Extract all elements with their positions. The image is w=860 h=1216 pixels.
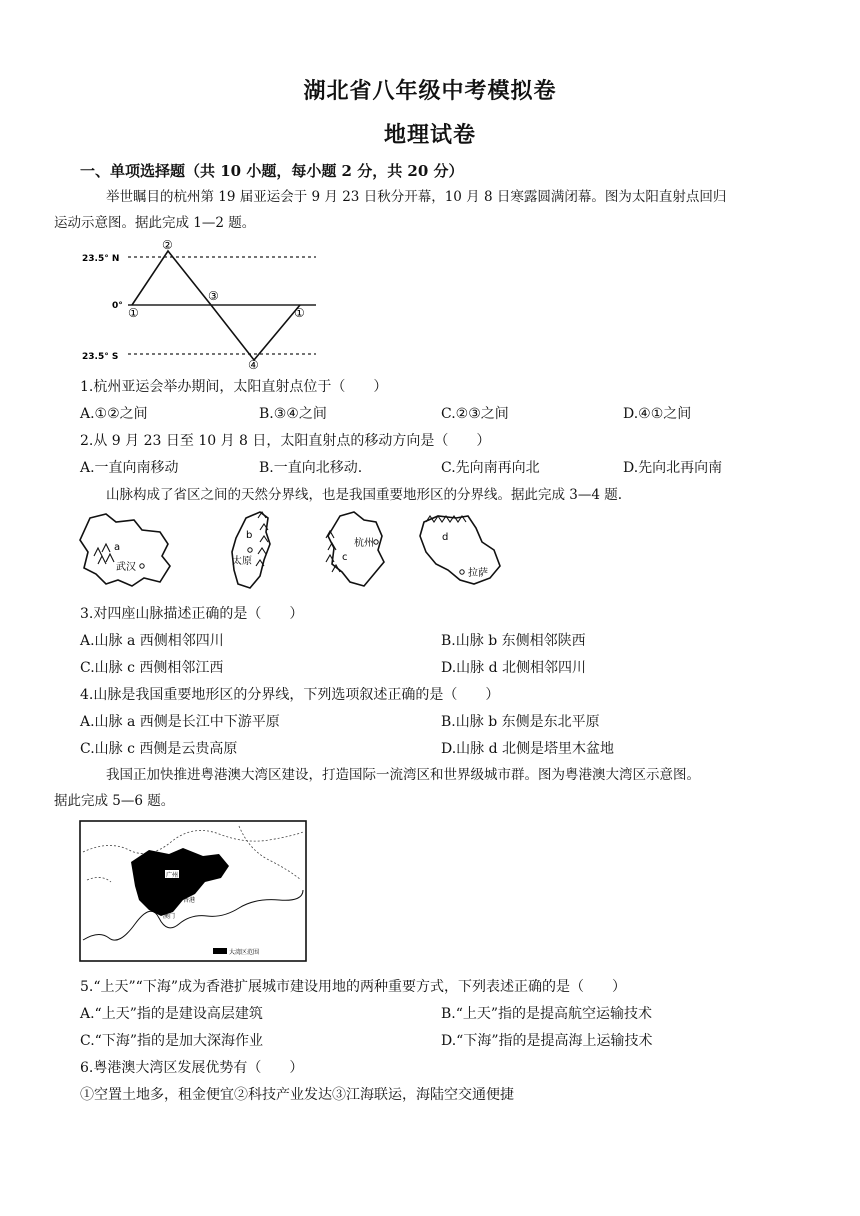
- q6-stem: 6.粤港澳大湾区发展优势有（ ）: [80, 1060, 304, 1076]
- province-d-tibet: [420, 516, 500, 584]
- city-taiyuan: 太原: [232, 556, 252, 567]
- city-lhasa: 拉萨: [468, 568, 488, 579]
- city-hongkong: 香港: [183, 897, 196, 904]
- marker-1-right: ①: [294, 306, 305, 320]
- section-heading: 一、单项选择题（共 10 小题，每小题 2 分，共 20 分）: [80, 162, 464, 180]
- city-wuhan: 武汉: [116, 562, 136, 573]
- marker-3: ③: [208, 289, 219, 303]
- q5-option-b: B.“上天”指的是提高航空运输技术: [441, 1006, 653, 1022]
- marker-2: ②: [162, 238, 173, 252]
- legend-label: 大湾区范围: [229, 949, 260, 956]
- mountain-a-icon: [94, 544, 114, 564]
- q1-option-b: B.③④之间: [259, 406, 327, 422]
- city-guangzhou: 广州: [166, 872, 179, 879]
- q3-option-a: A.山脉 a 西侧相邻四川: [80, 633, 224, 649]
- intro-q5-q6: [54, 762, 780, 814]
- label-d: d: [442, 532, 449, 543]
- q2-option-a: A.一直向南移动: [80, 460, 179, 476]
- intro-q1-q2-line1: 举世瞩目的杭州第 19 届亚运会于 9 月 23 日秋分开幕，10 月 8 日寒露圆满闭幕。图为太阳直射点回归: [106, 189, 727, 205]
- q1-option-a: A.①②之间: [80, 406, 148, 422]
- exam-subtitle: 地理试卷: [383, 122, 476, 148]
- hangzhou-dot-icon: [374, 540, 378, 544]
- intro-q1-q2-line2: 运动示意图。据此完成 1—2 题。: [54, 215, 256, 231]
- q5-stem: 5.“上天”“下海”成为香港扩展城市建设用地的两种重要方式，下列表述正确的是（ ）: [80, 979, 626, 995]
- taiyuan-dot-icon: [248, 548, 252, 552]
- q3-stem: 3.对四座山脉描述正确的是（ ）: [80, 606, 304, 622]
- q3-option-d: D.山脉 d 北侧相邻四川: [441, 660, 587, 676]
- q5-option-d: D.“下海”指的是提高海上运输技术: [441, 1033, 653, 1049]
- q2-option-b: B.一直向北移动.: [259, 460, 363, 476]
- label-a: a: [114, 542, 121, 553]
- legend-swatch: [213, 948, 227, 954]
- q3-option-c: C.山脉 c 西侧相邻江西: [80, 660, 224, 676]
- q4-option-d: D.山脉 d 北侧是塔里木盆地: [441, 741, 615, 757]
- q4-stem: 4.山脉是我国重要地形区的分界线，下列选项叙述正确的是（ ）: [80, 687, 500, 703]
- q1-stem: 1.杭州亚运会举办期间，太阳直射点位于（ ）: [80, 379, 388, 395]
- lat-south-label: 23.5° S: [82, 352, 119, 362]
- exam-title: 湖北省八年级中考模拟卷: [303, 78, 557, 104]
- q4-option-a: A.山脉 a 西侧是长江中下游平原: [80, 714, 280, 730]
- q1-option-c: C.②③之间: [441, 406, 509, 422]
- q3-option-b: B.山脉 b 东侧相邻陕西: [441, 633, 586, 649]
- province-b-shanxi: [232, 512, 270, 588]
- marker-4: ④: [248, 358, 259, 370]
- marker-1-left: ①: [128, 306, 139, 320]
- province-c: [326, 512, 384, 586]
- q6-options-line: ①空置土地多，租金便宜②科技产业发达③江海联运，海陆空交通便捷: [80, 1087, 514, 1103]
- intro-q3-q4: 山脉构成了省区之间的天然分界线，也是我国重要地形区的分界线。据此完成 3—4 题.: [106, 487, 623, 503]
- mountains-figure: [76, 508, 536, 592]
- intro-q5-q6-line2: 据此完成 5—6 题。: [54, 793, 175, 809]
- label-c: c: [342, 552, 348, 563]
- city-hangzhou: 杭州: [354, 538, 374, 549]
- q2-stem: 2.从 9 月 23 日至 10 月 8 日，太阳直射点的移动方向是（ ）: [80, 433, 491, 449]
- q5-option-c: C.“下海”指的是加大深海作业: [80, 1033, 263, 1049]
- q2-option-d: D.先向北再向南: [623, 460, 723, 476]
- greater-bay-area-map: [79, 820, 307, 962]
- lat-north-label: 23.5° N: [82, 254, 120, 264]
- q4-option-b: B.山脉 b 东侧是东北平原: [441, 714, 600, 730]
- province-a-hubei: [80, 514, 170, 586]
- wuhan-dot-icon: [140, 564, 144, 568]
- label-b: b: [246, 530, 253, 541]
- intro-q1-q2: [54, 184, 780, 236]
- q4-option-c: C.山脉 c 西侧是云贵高原: [80, 741, 238, 757]
- q1-option-d: D.④①之间: [623, 406, 692, 422]
- mountain-b-icon: [256, 512, 268, 566]
- sun-direct-point-figure: [78, 236, 328, 370]
- q5-option-a: A.“上天”指的是建设高层建筑: [80, 1006, 263, 1022]
- lhasa-dot-icon: [460, 570, 464, 574]
- q2-option-c: C.先向南再向北: [441, 460, 540, 476]
- lat-equator-label: 0°: [112, 301, 123, 311]
- city-macau: 澳门: [163, 913, 176, 920]
- intro-q5-q6-line1: 我国正加快推进粤港澳大湾区建设，打造国际一流湾区和世界级城市群。图为粤港澳大湾区示意图。: [106, 767, 700, 783]
